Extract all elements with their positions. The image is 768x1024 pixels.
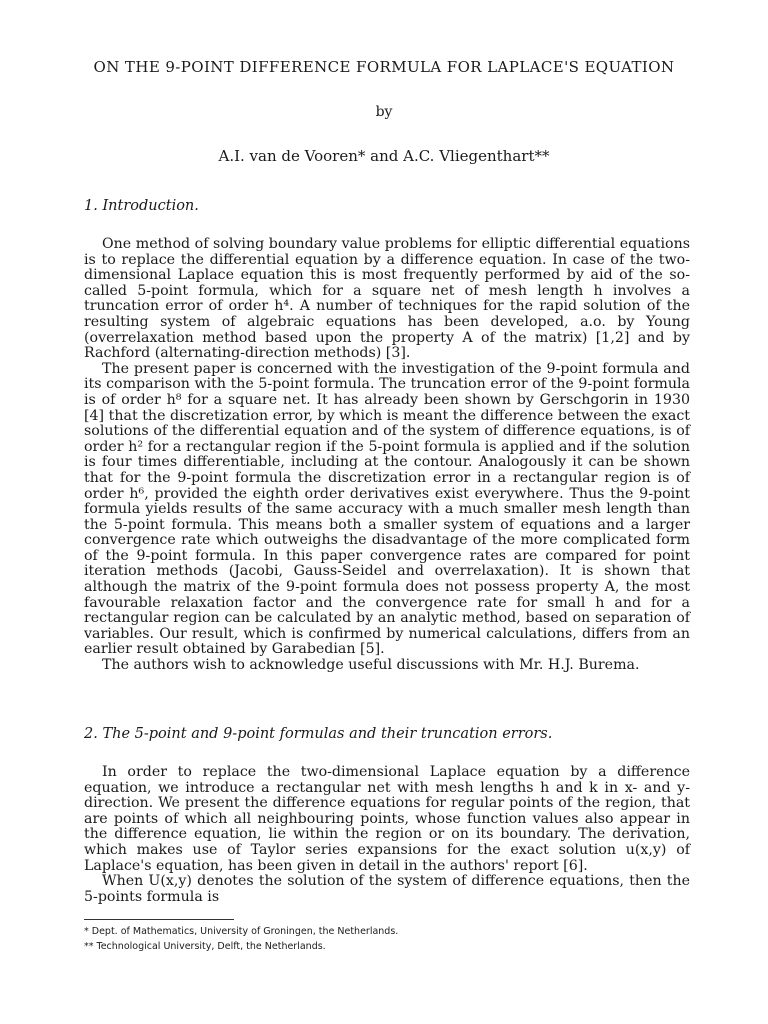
footnote-1: * Dept. of Mathematics, University of Groningen, the Netherlands. (84, 926, 399, 937)
section-2-paragraph-1: In order to replace the two-dimensional Laplace equation by a difference equation, we introduce a rectangular net with mesh lengths h and k in x- and y-direction. We present the difference equations for regular points of the region, that are points of which all neighbouring points, whose function values also appear in the difference equation, lie within the region or on its boundary. The derivation, which makes use of Taylor series expansions for the exact solution u(x,y) of Laplace's equation, has been given in detail in the authors' report [6]. (84, 764, 690, 874)
section-1-paragraph-1: One method of solving boundary value problems for elliptic differential equations is to replace the differential equation by a difference equation. In case of the two-dimensional Laplace equation this is most frequently performed by aid of the so-called 5-point formula, which for a square net of mesh length h involves a truncation error of order h⁴. A number of techniques for the rapid solution of the resulting system of algebraic equations has been developed, a.o. by Young (overrelaxation method based upon the property A of the matrix) [1,2] and by Rachford (alternating-direction methods) [3]. (84, 236, 690, 362)
section-1-paragraph-3: The authors wish to acknowledge useful discussions with Mr. H.J. Burema. (102, 657, 640, 674)
section-1-paragraph-2: The present paper is concerned with the investigation of the 9-point formula and its comparison with the 5-point formula. The truncation error of the 9-point formula is of order h⁸ for a square net. It has already been shown by Gerschgorin in 1930 [4] that the discretization error, by which is meant the difference between the exact solutions of the differential equation and of the system of difference equations, is of order h² for a rectangular region if the 5-point formula is applied and if the solution is four times differentiable, including at the contour. Analogously it can be shown that for the 9-point formula the discretization error in a rectangular region is of order h⁶, provided the eighth order derivatives exist everywhere. Thus the 9-point formula yields results of the same accuracy with a much smaller mesh length than the 5-point formula. This means both a smaller system of equations and a larger convergence rate which outweighs the disadvantage of the more complicated form of the 9-point formula. In this paper convergence rates are compared for point iteration methods (Jacobi, Gauss-Seidel and overrelaxation). It is shown that although the matrix of the 9-point formula does not possess property A, the most favourable relaxation factor and the convergence rate for small h and for a rectangular region can be calculated by an analytic method, based on separation of variables. Our result, which is confirmed by numerical calculations, differs from an earlier result obtained by Garabedian [5]. (84, 360, 690, 658)
footnotes (84, 924, 684, 954)
section-2-body (84, 765, 690, 905)
section-2-paragraph-2: When U(x,y) denotes the solution of the system of difference equations, then the 5-points formula is (84, 873, 690, 905)
footnote-2: ** Technological University, Delft, the Netherlands. (84, 941, 326, 952)
section-1-body (84, 237, 690, 674)
footnote-rule (84, 919, 234, 920)
section-1-heading: 1. Introduction. (84, 198, 199, 214)
paper-title: ON THE 9-POINT DIFFERENCE FORMULA FOR LAPLACE'S EQUATION (93, 58, 675, 76)
authors: A.I. van de Vooren* and A.C. Vliegenthart** (218, 147, 550, 165)
by-line: by (375, 104, 393, 120)
section-2-heading: 2. The 5-point and 9-point formulas and their truncation errors. (84, 726, 553, 742)
